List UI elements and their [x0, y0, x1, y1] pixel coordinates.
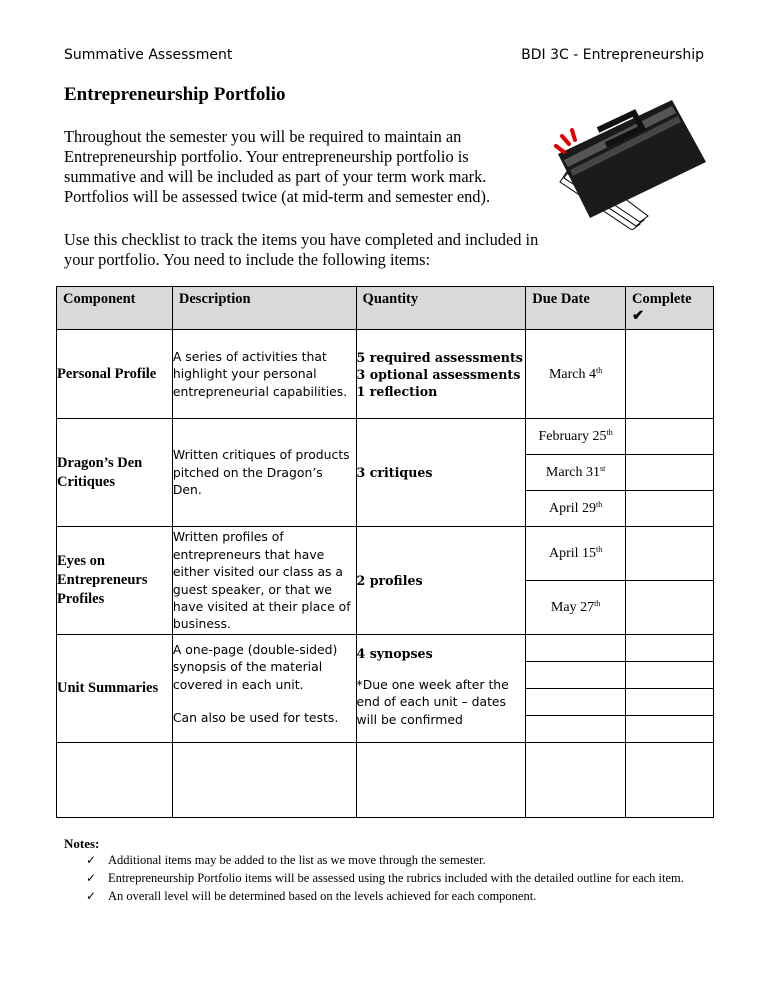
complete-checkbox-cell[interactable] [626, 716, 714, 743]
quantity-line: 3 critiques [356, 465, 433, 480]
due-date-cell [526, 689, 626, 716]
checkmark-icon: ✓ [86, 889, 97, 903]
portfolio-checklist-table [56, 286, 714, 818]
due-date-suffix: th [596, 500, 603, 509]
due-date-cell [526, 455, 626, 491]
header-course-type: Summative Assessment [64, 47, 233, 63]
component-cell: Personal Profile [57, 330, 173, 419]
due-date-cell [526, 527, 626, 581]
header-course-code: BDI 3C - Entrepreneurship [521, 47, 704, 63]
due-date: May 27 [550, 600, 595, 615]
intro-paragraph: Throughout the semester you will be required to maintain an Entrepreneurship portfolio. Your entrepreneurship portfolio is summative and will be included as part of your term work mark. Portfolios will be assessed twice (at mid-term and semester end). [64, 127, 491, 206]
header-description: Description [172, 287, 356, 330]
header-due-date: Due Date [526, 287, 626, 330]
description-cell [172, 635, 356, 743]
table-row [57, 419, 714, 455]
due-date: March 31 [545, 465, 600, 480]
table-header-row [57, 287, 714, 330]
due-date-cell [526, 581, 626, 635]
component-cell: Unit Summaries [57, 635, 173, 743]
component-cell: Dragon’s Den Critiques [57, 419, 173, 527]
list-item [64, 889, 704, 904]
description-cell: Written critiques of products pitched on the Dragon’s Den. [172, 419, 356, 527]
checkmark-icon: ✔ [632, 308, 645, 324]
briefcase-icon [548, 100, 708, 230]
quantity-line: 4 synopses [356, 646, 433, 661]
complete-checkbox-cell[interactable] [626, 689, 714, 716]
table-row [57, 527, 714, 581]
note-text: Entrepreneurship Portfolio items will be assessed using the rubrics included with the detailed outline for each item. [108, 871, 684, 885]
component-cell[interactable] [57, 743, 173, 818]
description-cell: A series of activities that highlight your personal entrepreneurial capabilities. [172, 330, 356, 419]
complete-checkbox-cell[interactable] [626, 455, 714, 491]
description-text: A one-page (double-sided) synopsis of the material covered in each unit. [172, 642, 338, 692]
complete-checkbox-cell[interactable] [626, 419, 714, 455]
due-date-cell [526, 491, 626, 527]
due-date-suffix: th [594, 599, 601, 608]
document-title: Entrepreneurship Portfolio [64, 84, 286, 105]
notes-title: Notes: [64, 836, 100, 851]
complete-checkbox-cell[interactable] [626, 635, 714, 662]
checkmark-icon: ✓ [86, 853, 97, 867]
table-row-empty [57, 743, 714, 818]
complete-checkbox-cell[interactable] [626, 581, 714, 635]
quantity-cell [356, 635, 526, 743]
complete-checkbox-cell[interactable] [626, 527, 714, 581]
due-date-cell[interactable] [526, 743, 626, 818]
header-quantity: Quantity [356, 287, 526, 330]
due-date-cell [526, 330, 626, 419]
complete-checkbox-cell[interactable] [626, 491, 714, 527]
due-date-cell [526, 716, 626, 743]
header-complete [626, 287, 714, 330]
list-item [64, 871, 704, 886]
complete-checkbox-cell[interactable] [626, 662, 714, 689]
due-date-suffix: th [596, 365, 603, 375]
header-complete-label: Complete [632, 291, 692, 307]
due-date: April 15 [548, 546, 597, 561]
quantity-cell [356, 527, 526, 635]
notes-section [64, 836, 704, 907]
due-date: February 25 [538, 429, 607, 444]
due-date-cell [526, 662, 626, 689]
description-note: Can also be used for tests. [172, 710, 339, 726]
complete-checkbox-cell[interactable] [626, 330, 714, 419]
notes-list [64, 853, 704, 904]
header-component: Component [57, 287, 173, 330]
complete-checkbox-cell[interactable] [626, 743, 714, 818]
due-date-suffix: st [599, 464, 606, 473]
quantity-line: 3 optional assessments [356, 366, 521, 382]
description-cell[interactable] [172, 743, 356, 818]
quantity-note: *Due one week after the end of each unit – dates will be confirmed [356, 677, 509, 727]
due-date-cell [526, 635, 626, 662]
note-text: An overall level will be determined based on the levels achieved for each component. [108, 889, 537, 903]
quantity-cell [356, 330, 526, 419]
table-row [57, 635, 714, 662]
quantity-cell [356, 419, 526, 527]
due-date-suffix: th [606, 428, 613, 437]
note-text: Additional items may be added to the list as we move through the semester. [108, 853, 486, 867]
component-cell: Eyes on Entrepreneurs Profiles [57, 527, 173, 635]
instructions-paragraph: Use this checklist to track the items you have completed and included in your portfolio. You need to include the following items: [64, 230, 539, 269]
checkmark-icon: ✓ [86, 871, 97, 885]
due-date: April 29 [548, 501, 597, 516]
quantity-line: 1 reflection [356, 383, 438, 399]
due-date: March 4 [548, 366, 597, 382]
quantity-line: 5 required assessments [356, 349, 523, 365]
list-item [64, 853, 704, 868]
quantity-line: 2 profiles [356, 573, 423, 588]
description-cell: Written profiles of entrepreneurs that have either visited our class as a guest speaker, or that we have visited at their place of business. [172, 527, 356, 635]
table-row [57, 330, 714, 419]
due-date-cell [526, 419, 626, 455]
due-date-suffix: th [596, 545, 603, 554]
quantity-cell[interactable] [356, 743, 526, 818]
